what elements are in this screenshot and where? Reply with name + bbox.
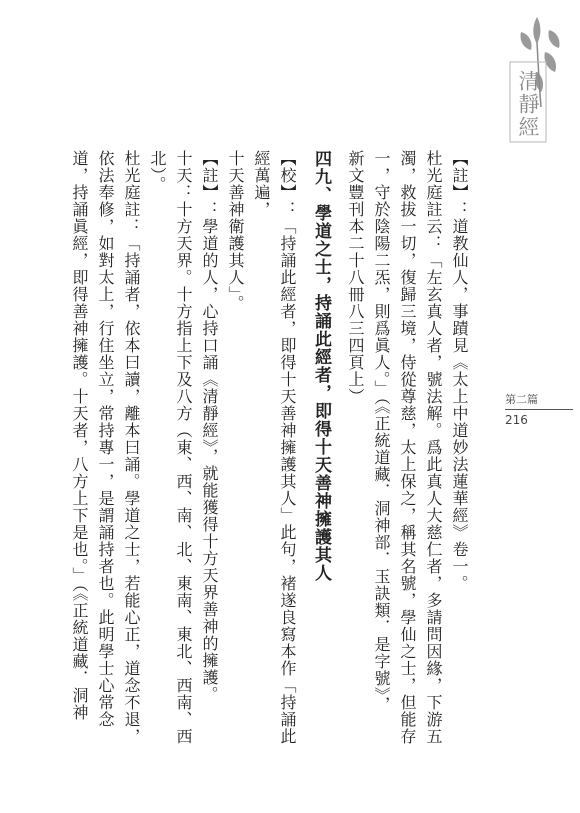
text-column: 十天善神衛護其人」。 [226,150,245,312]
text-column: 杜光庭註云：「左玄真人者，號法解。爲此真人大慈仁者，多請問因緣，下游五 [424,150,443,745]
text-column: 道，持誦眞經，即得善神擁護。十天者，八方上下是也。」（《正統道藏．洞神 [70,150,89,721]
text-column: 【註】：學道的人，心持口誦《清靜經》，就能獲得十方天界善神的擁護。 [200,150,219,703]
text-column: 依法奉修，如對太上，行住坐立，常持專一，是謂誦持者也。此明學士心常念 [96,150,115,728]
text-column: 十天：十方天界。十方指上下及八方（東、西、南、北、東南、東北、西南、西 [174,150,193,745]
text-column: 一，守於陰陽二炁，則爲眞人。」（《正統道藏．洞神部．玉訣類．是字號》， [372,150,391,713]
page-header [505,391,573,427]
text-column: 【校】：「持誦此經者，即得十天善神擁護其人」此句，褚遂良寫本作「持誦此經萬遍， [252,150,297,745]
section-heading: 四九、學道之士，持誦此經者，即得十天善神擁護其人 [311,150,331,582]
section-label: 第二篇 [505,393,538,406]
header-rule [505,409,573,410]
text-column: 杜光庭註：「持誦者，依本曰讀，離本曰誦。學道之士，若能心正，道念不退， [122,150,141,745]
vertical-text-body [66,150,472,760]
text-column: 新文豐刊本二十八冊八三四頁上） [346,150,365,405]
text-column: 【註】：道教仙人，事蹟見《太上中道妙法蓮華經》卷一。 [450,150,469,592]
text-column: 濁，救拔一切，復歸三境，侍從尊慈，太上保之，稱其名號，學仙之士，但能存 [398,150,417,745]
emblem-title: 清靜經 [516,70,540,139]
book-emblem [497,12,567,147]
text-column: 北）。 [148,150,167,193]
page-number: 216 [505,413,528,427]
